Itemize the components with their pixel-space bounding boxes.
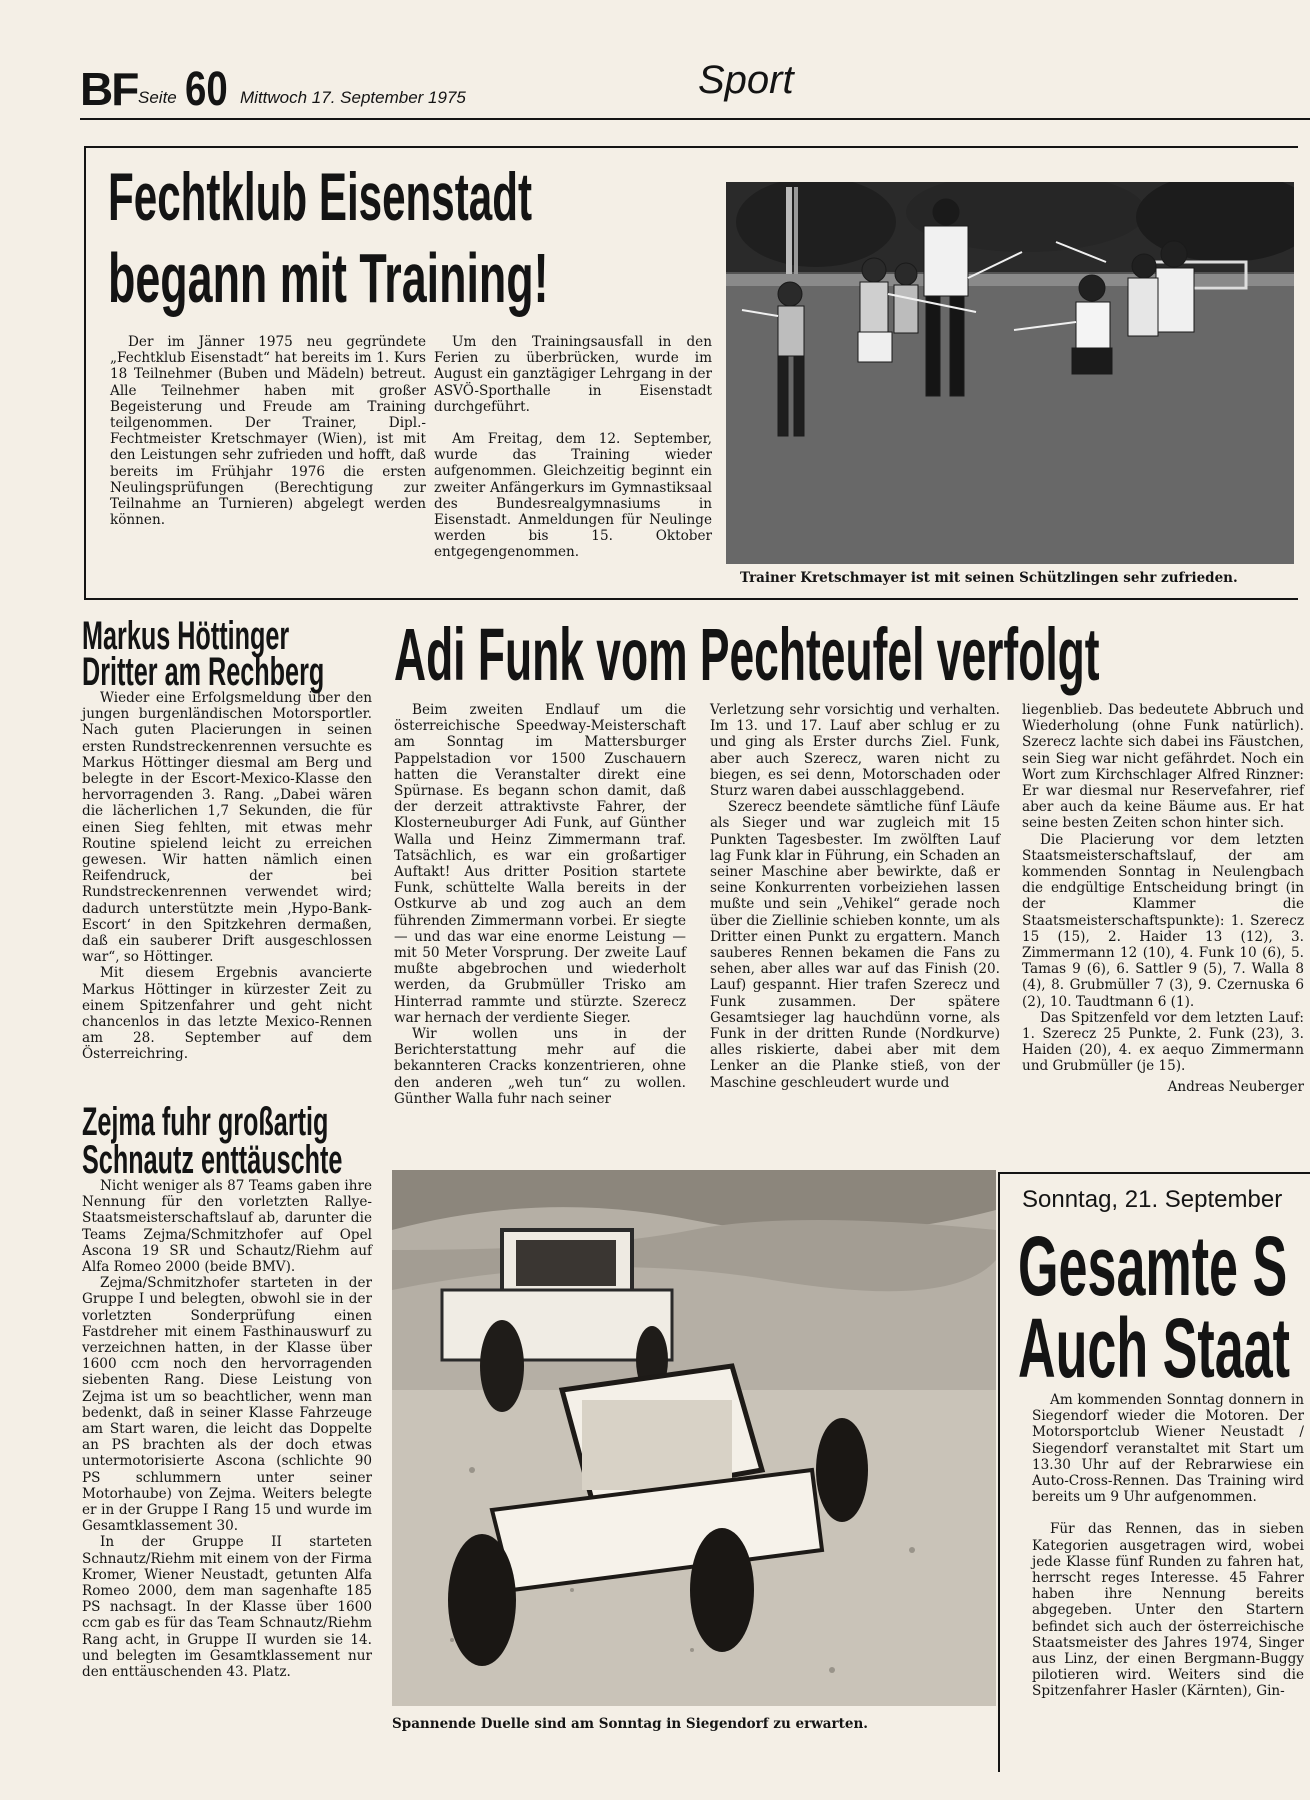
fechtklub-text-col2: Um den Trainingsausfall in den Ferien zu überbrücken, wurde im August ein ganztägiger Lehrgang in der ASVÖ-Sporthalle in Eisenstadt durchgeführt. Am Freitag, dem 12. September, wurde das Training wieder aufgenommen. Gleichzeitig beginnt ein zweiter Anfängerkurs im Gymnastiksaal des Bundesrealgymnasiums in Eisenstadt. Anmeldungen für Neulinge werden bis 15. Oktober entgegengenommen. <box>434 334 712 561</box>
siegendorf-article-text: Am kommenden Sonntag donnern in Siegendorf wieder die Motoren. Der Motorsportclub Wiener Neustadt / Siegendorf veranstaltet mit Start um 13.30 Uhr auf der Rebrarwiese ein Auto-Cross-Rennen. Das Training wird bereits um 9 Uhr aufgenommen. Für das Rennen, das in sieben Kategorien ausgetragen wird, wobei jede Klasse fünf Runden zu fahren hat, herrscht reges Interesse. 45 Fahrer haben ihre Nennung bereits abgegeben. Unter den Startern befindet sich auch der österreichische Staatsmeister des Jahres 1974, Singer aus Linz, der einen Bergmann-Buggy pilotieren wird. Weiters sind die Spitzenfahrer Hasler (Kärnten), Gin- <box>1032 1392 1304 1700</box>
autocross-buggy-photo <box>392 1170 996 1706</box>
fencing-training-photo <box>726 182 1294 564</box>
header-rule <box>80 118 1310 120</box>
funk-text-col3: liegenblieb. Das bedeutete Abbruch und Wiederholung (ohne Funk natürlich). Szerecz lachte sich dabei ins Fäustchen, sein Sieg war nicht gefährdet. Noch ein Wort zum Kirchschlager Alfred Rinzner: Er war diesmal nur Reservefahrer, rief aber auch da keine Bäume aus. Er hat seine besten Zeiten schon hinter sich. Die Placierung vor dem letzten Staatsmeisterschaftslauf, der am kommenden Sonntag in Neulengbach die endgültige Entscheidung bringt (in der Klammer die Staatsmeisterschaftspunkte): 1. Szerecz 15 (15), 2. Haider 13 (12), 3. Zimmermann 12 (10), 4. Funk 10 (6), 5. Tamas 9 (6), 6. Sattler 9 (5), 7. Walla 8 (4), 8. Grubmüller 7 (3), 9. Czernuska 6 (2), 10. Taudtmann 6 (1). Das Spitzenfeld vor dem letzten Lauf: 1. Szerecz 25 Punkte, 2. Funk (23), 3. Haiden (20), 4. ex aequo Zimmermann und Grubmüller (je 15). Andreas Neuberger <box>1022 702 1304 1095</box>
hoettinger-article-text: Wieder eine Erfolgsmeldung über den jungen burgenländischen Motorsportler. Nach guten Placierungen in seinen ersten Rundstreckenrennen versuchte es Markus Höttinger diesmal am Berg und belegte in der Escort-Mexico-Klasse den hervorragenden 3. Rang. „Dabei wären die lächerlichen 1,7 Sekunden, die für einen Sieg fehlten, mit etwas mehr Routine spielend leicht zu erreichen gewesen. Wir hatten nämlich einen Reifendruck, der bei Rundstreckenrennen verwendet wird; dadurch unterstützte mein ‚Hypo-Bank-Escort‘ in den Spitzkehren dermaßen, daß ein sauberer Drift ausgeschlossen war“, so Höttinger. Mit diesem Ergebnis avancierte Markus Höttinger in kürzester Zeit zu einem Spitzenfahrer und geht nicht chancenlos in das letzte Mexico-Rennen am 28. September auf dem Österreichring. <box>82 690 372 1063</box>
siegendorf-box-left-rule <box>998 1172 1000 1772</box>
fechtklub-headline-line1: Fechtklub Eisenstadt <box>108 159 533 235</box>
page-label: Seite <box>138 88 177 107</box>
fechtklub-headline-line2: begann mit Training! <box>108 239 549 317</box>
funk-text-col2: Verletzung sehr vorsichtig und verhalten. Im 13. und 17. Lauf aber schlug er zu und ging als Erster durchs Ziel. Funk, aber auch Szerecz, waren nicht zu biegen, es sei denn, Motorschaden oder Sturz waren dabei ausschlaggebend. Szerecz beendete sämtliche fünf Läufe als Sieger und war zugleich mit 15 Punkten Tagesbester. Im zwölften Lauf lag Funk klar in Führung, ein Schaden an seiner Maschine aber bewirkte, daß er seine Konkurrenten vorbeiziehen lassen mußte und sein „Vehikel“ gerade noch über die Ziellinie schieben konnte, um als Dritter einen Punkt zu ergattern. Manch sauberes Rennen bekamen die Fans zu sehen, aber alles war auf das Finish (20. Lauf) gespannt. Hier trafen Szerecz und Funk zusammen. Der spätere Gesamtsieger lag hauchdünn vorne, als Funk in der dritten Runde (Nordkurve) alles riskierte, dabei aber mit dem Lenker an die Planke stieß, von der Maschine geschleudert wurde und <box>710 702 1000 1091</box>
zejma-headline-line1: Zejma fuhr großartig <box>82 1100 329 1144</box>
fechtklub-text-col1: Der im Jänner 1975 neu gegründete „Fechtklub Eisenstadt“ hat bereits im 1. Kurs 18 Teilnehmer (Buben und Mädeln) betreut. Alle Teilnehmer haben mit großer Begeisterung und Freude am Training teilgenommen. Der Trainer, Dipl.-Fechtmeister Kretschmayer (Wien), ist mit den Leistungen sehr zufrieden und hofft, daß bereits im Frühjahr 1976 die ersten Neulingsprüfungen (Berechtigung zur Teilnahme an Turnieren) abgelegt werden können. <box>110 334 426 529</box>
autocross-photo-illustration <box>392 1170 996 1706</box>
siegendorf-headline-line1: Gesamte S <box>1018 1219 1288 1313</box>
zejma-article-text: Nicht weniger als 87 Teams gaben ihre Nennung für den vorletzten Rallye-Staatsmeisterschaftslauf ab, darunter die Teams Zejma/Schmitzhofer auf Opel Ascona 19 SR und Schautz/Riehm auf Alfa Romeo 2000 (beide BMV). Zejma/Schmitzhofer starteten in der Gruppe I und belegten, obwohl sie in der vorletzten Sonderprüfung einen Fastdreher mit einem Fasthinauswurf zu verzeichnen hatten, in der Klasse über 1600 ccm noch den hervorragenden siebenten Rang. Diese Leistung von Zejma ist um so beachtlicher, wenn man bedenkt, daß in seiner Klasse Fahrzeuge am Start waren, die leicht das Doppelte an PS brachten als der doch etwas untermotorisierte Ascona (schlichte 90 PS schlummern unter seiner Motorhaube) von Zejma. Weiters belegte er in der Gruppe I Rang 15 und wurde im Gesamtklassement 30. In der Gruppe II starteten Schnautz/Riehm mit einem von der Firma Kromer, Wiener Neustadt, getunten Alfa Romeo 2000, dem man sagenhafte 185 PS nachsagt. In der Klasse über 1600 ccm gab es für das Team Schnautz/Riehm Rang acht, in Gruppe II wurden sie 14. und belegten im Gesamtklassement nur den enttäuschenden 43. Platz. <box>82 1178 372 1681</box>
zejma-headline-line2: Schnautz enttäuschte <box>82 1138 343 1182</box>
siegendorf-headline-line2: Auch Staat <box>1018 1301 1291 1395</box>
hoettinger-headline-line1: Markus Höttinger <box>82 614 290 658</box>
autocross-photo-caption: Spannende Duelle sind am Sonntag in Siegendorf zu erwarten. <box>392 1716 869 1732</box>
siegendorf-box-top-rule <box>998 1172 1310 1174</box>
funk-text-col1: Beim zweiten Endlauf um die österreichische Speedway-Meisterschaft am Sonntag im Mattersburger Pappelstadion vor 1500 Zuschauern hatten die Veranstalter direkt eine Spürnase. Es begann schon damit, daß der derzeit attraktivste Fahrer, der Klosterneuburger Adi Funk, auf Günther Walla und Heinz Zimmermann traf. Tatsächlich, es war ein großartiger Auftakt! Aus dritter Position startete Funk, schüttelte Walla bereits in der Ostkurve ab und zog auch an dem führenden Zimmermann vorbei. Er siegte — und das war eine enorme Leistung — mit 50 Meter Vorsprung. Der zweite Lauf mußte abgebrochen und wiederholt werden, da Grubmüller Trisko am Hinterrad rammte und stürzte. Szerecz war hernach der verdiente Sieger. Wir wollen uns in der Berichterstattung mehr auf die bekannteren Cracks konzentrieren, ohne den anderen „weh tun“ zu wollen. Günther Walla fuhr nach seiner <box>394 702 686 1107</box>
hoettinger-headline-line2: Dritter am Rechberg <box>82 650 325 694</box>
section-title: Sport <box>698 58 794 102</box>
funk-headline: Adi Funk vom Pechteufel verfolgt <box>394 613 1100 696</box>
funk-author: Andreas Neuberger <box>1167 1078 1304 1095</box>
fencing-photo-caption: Trainer Kretschmayer ist mit seinen Schützlingen sehr zufrieden. <box>740 570 1238 586</box>
issue-date: Mittwoch 17. September 1975 <box>240 88 466 107</box>
newspaper-logo: BF <box>80 63 138 115</box>
page-number: 60 <box>185 63 228 116</box>
fencing-photo-illustration <box>726 182 1294 564</box>
siegendorf-date-line: Sonntag, 21. September <box>1022 1186 1283 1213</box>
